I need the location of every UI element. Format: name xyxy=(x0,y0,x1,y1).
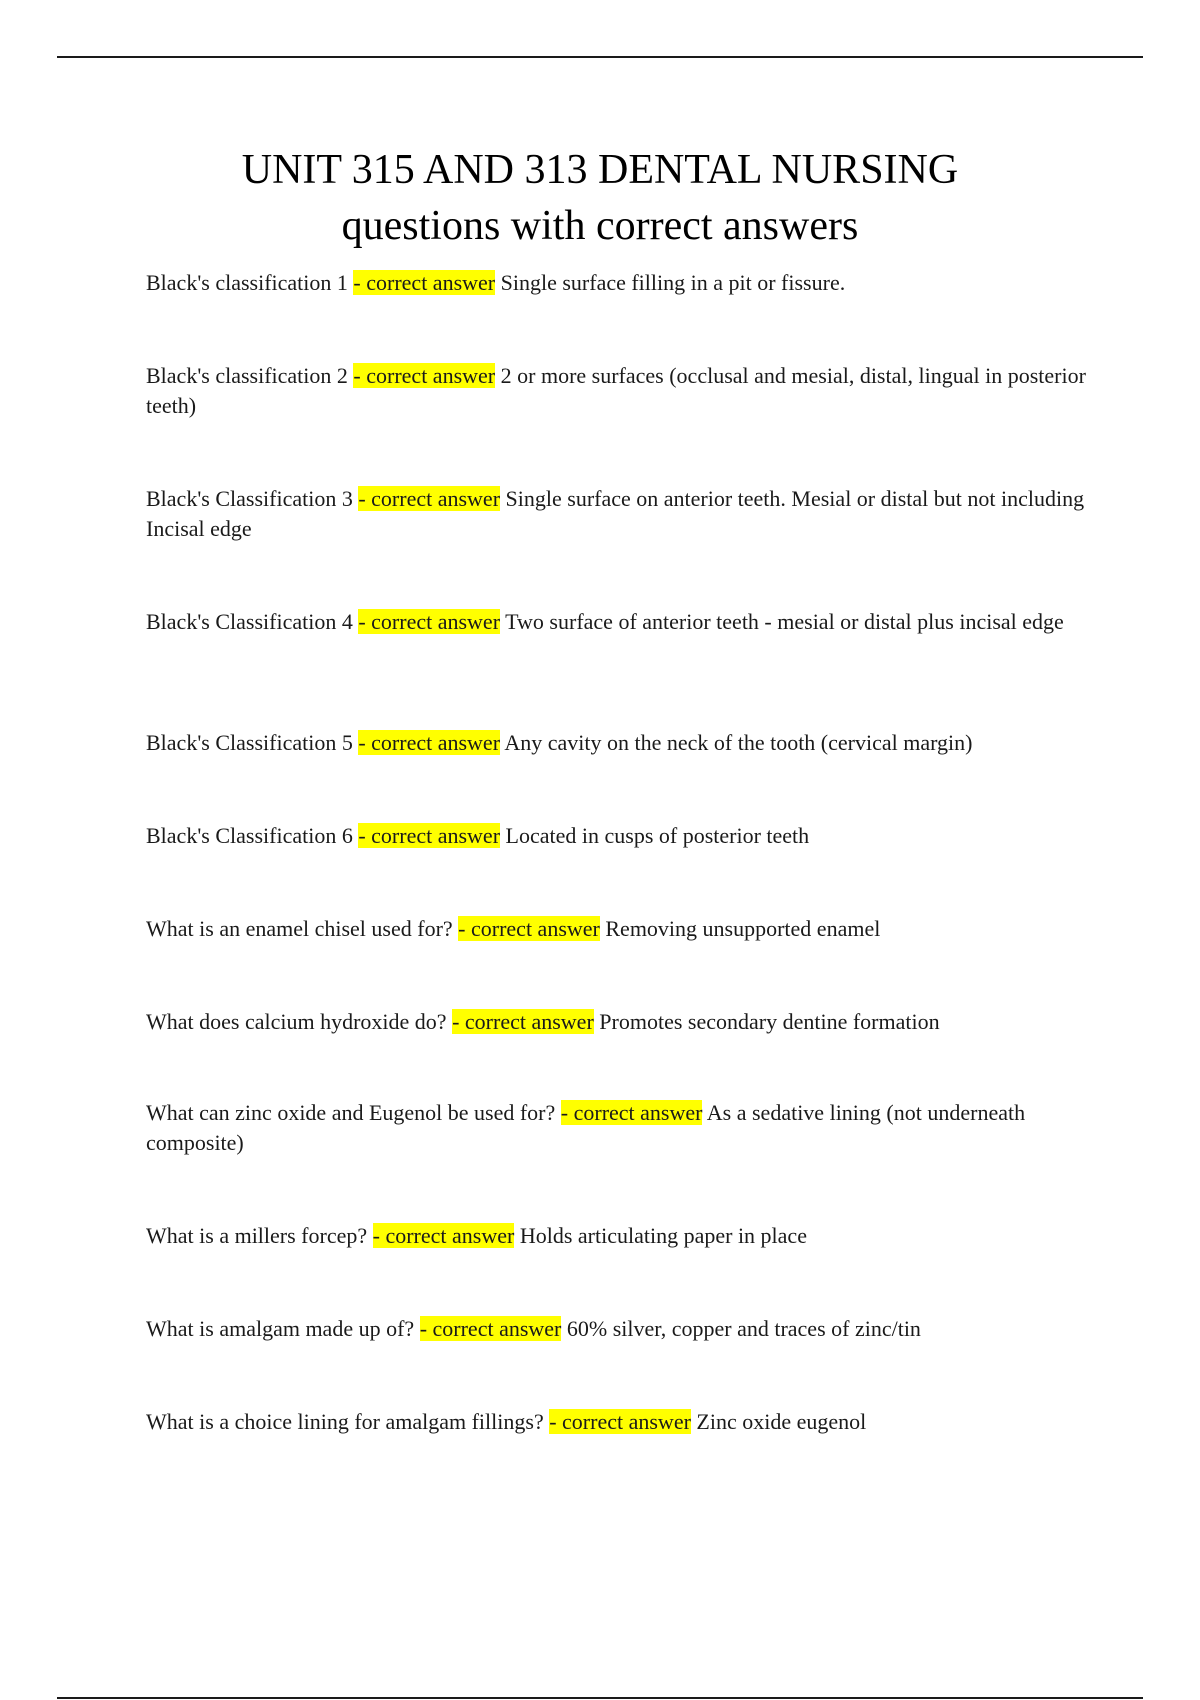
qa-item xyxy=(146,914,1096,944)
qa-answer-marker: - correct answer xyxy=(372,1223,515,1248)
qa-item xyxy=(146,1407,1096,1437)
qa-question: Black's Classification 5 xyxy=(146,730,353,755)
qa-answer: Zinc oxide eugenol xyxy=(696,1409,867,1434)
qa-question: What is amalgam made up of? xyxy=(146,1316,415,1341)
qa-answer: 2 or more surfaces (occlusal and mesial, distal, lingual in posterior teeth) xyxy=(146,363,1086,418)
qa-question: What is a choice lining for amalgam fillings? xyxy=(146,1409,544,1434)
qa-question: Black's Classification 6 xyxy=(146,823,353,848)
qa-item xyxy=(146,728,1096,758)
qa-item xyxy=(146,1007,1096,1037)
qa-answer: Holds articulating paper in place xyxy=(519,1223,807,1248)
document-title-line-2: questions with correct answers xyxy=(341,203,859,249)
qa-answer: 60% silver, copper and traces of zinc/tin xyxy=(566,1316,921,1341)
document-title-line-1: UNIT 315 AND 313 DENTAL NURSING xyxy=(241,147,959,193)
qa-question: What can zinc oxide and Eugenol be used for? xyxy=(146,1100,556,1125)
qa-question: What does calcium hydroxide do? xyxy=(146,1009,447,1034)
qa-answer-marker: - correct answer xyxy=(353,363,496,388)
qa-answer: Single surface filling in a pit or fissure. xyxy=(500,270,846,295)
qa-answer-marker: - correct answer xyxy=(452,1009,594,1034)
document-title xyxy=(100,142,1100,254)
qa-question: Black's Classification 4 xyxy=(146,609,353,634)
qa-answer: Any cavity on the neck of the tooth (cervical margin) xyxy=(504,730,973,755)
qa-answer-marker: - correct answer xyxy=(358,730,501,755)
qa-question: What is an enamel chisel used for? xyxy=(146,916,453,941)
qa-item xyxy=(146,268,1096,298)
qa-question: Black's classification 1 xyxy=(146,270,348,295)
qa-answer-marker: - correct answer xyxy=(358,823,501,848)
qa-answer: Two surface of anterior teeth - mesial or distal plus incisal edge xyxy=(505,609,1064,634)
qa-answer-marker: - correct answer xyxy=(419,1316,562,1341)
qa-item xyxy=(146,361,1096,421)
qa-answer: As a sedative lining (not underneath composite) xyxy=(146,1100,1026,1155)
qa-answer-marker: - correct answer xyxy=(358,486,501,511)
qa-item xyxy=(146,821,1096,851)
bottom-rule xyxy=(57,1697,1143,1699)
qa-question: Black's Classification 3 xyxy=(146,486,353,511)
qa-answer: Located in cusps of posterior teeth xyxy=(505,823,810,848)
qa-item xyxy=(146,1098,1096,1158)
qa-answer-marker: - correct answer xyxy=(353,270,496,295)
qa-question: What is a millers forcep? xyxy=(146,1223,368,1248)
qa-question: Black's classification 2 xyxy=(146,363,348,388)
qa-item xyxy=(146,1221,1096,1251)
qa-item xyxy=(146,607,1096,637)
qa-answer-marker: - correct answer xyxy=(560,1100,703,1125)
qa-item xyxy=(146,1314,1096,1344)
qa-answer: Promotes secondary dentine formation xyxy=(599,1009,940,1034)
qa-answer: Single surface on anterior teeth. Mesial or distal but not including Incisal edge xyxy=(146,486,1085,541)
qa-answer-marker: - correct answer xyxy=(358,609,501,634)
qa-answer-marker: - correct answer xyxy=(458,916,600,941)
qa-answer-marker: - correct answer xyxy=(549,1409,691,1434)
qa-answer: Removing unsupported enamel xyxy=(605,916,881,941)
top-rule xyxy=(57,56,1143,58)
qa-item xyxy=(146,484,1096,544)
